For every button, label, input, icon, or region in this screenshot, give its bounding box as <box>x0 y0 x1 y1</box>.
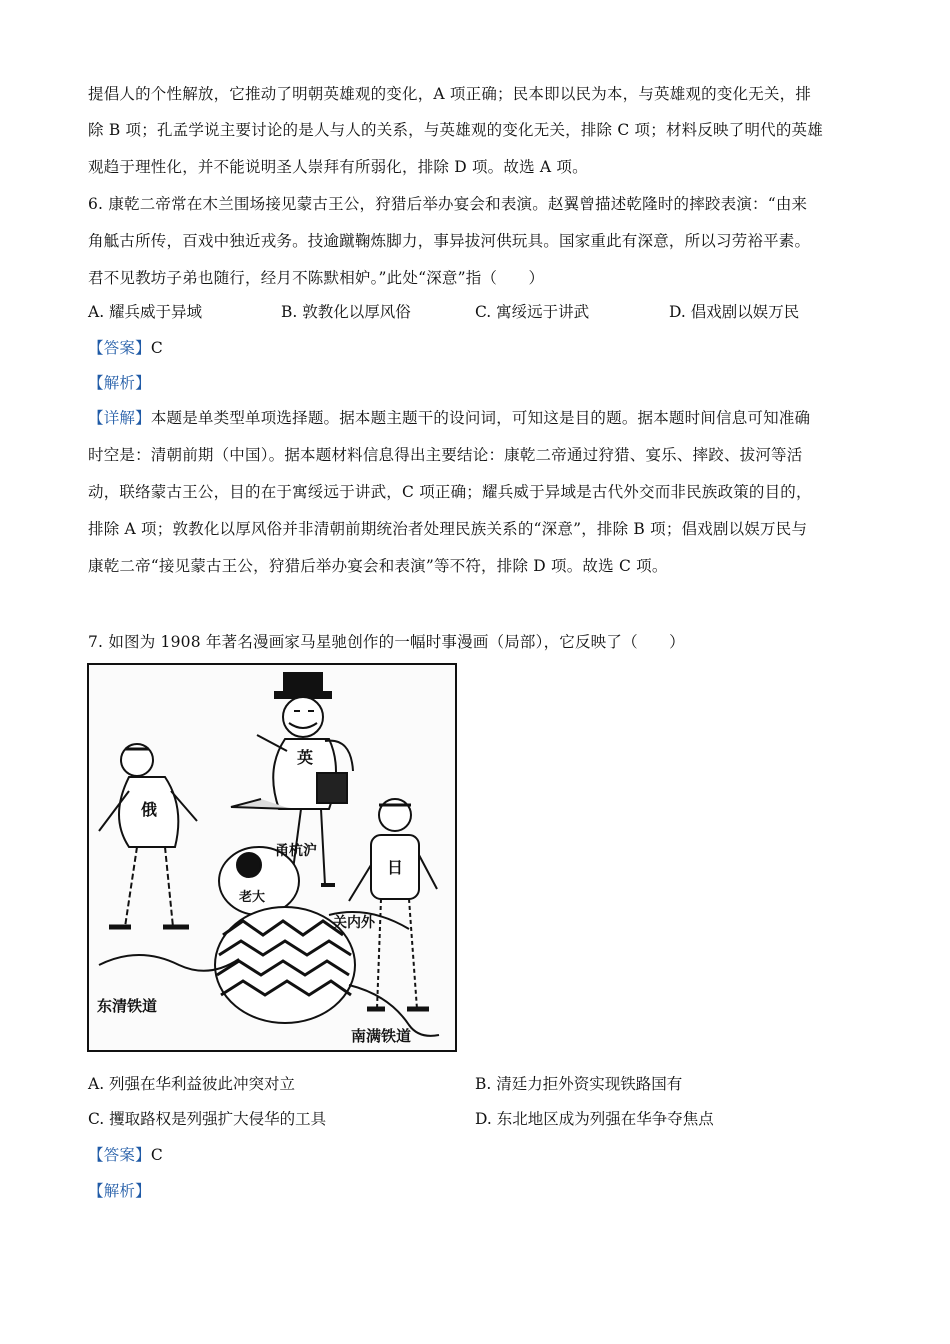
q6-stem-line-3: 君不见教坊子弟也随行，经月不陈默相妒。”此处“深意”指（ ） <box>88 269 545 287</box>
q7-option-a: A. 列强在华利益彼此冲突对立 <box>88 1075 296 1093</box>
figure-japan <box>349 799 437 1009</box>
label-yong-hang-hu: 甬杭沪 <box>275 843 317 859</box>
label-ri: 日 <box>387 858 404 877</box>
q7-analysis-tag: 【解析】 <box>88 1182 151 1200</box>
q7-option-d: D. 东北地区成为列强在华争夺焦点 <box>475 1110 714 1128</box>
q7-answer-tag: 【答案】 <box>88 1146 151 1164</box>
q6-stem-line-1: 6. 康乾二帝常在木兰围场接见蒙古王公，狩猎后举办宴会和表演。赵翼曾描述乾隆时的摔跤表演：“由来 <box>88 195 808 213</box>
label-e: 俄 <box>141 800 158 819</box>
q7-cartoon-image <box>87 663 457 1052</box>
q6-option-a: A. 耀兵威于异域 <box>88 303 203 321</box>
q6-detail-line-2: 时空是：清朝前期（中国）。据本题材料信息得出主要结论：康乾二帝通过狩猎、宴乐、摔跤、拔河等活 <box>88 446 803 464</box>
q6-option-c: C. 寓绥远于讲武 <box>475 303 590 321</box>
cartoon-illustration <box>89 665 455 1050</box>
q7-stem: 7. 如图为 1908 年著名漫画家马星驰创作的一幅时事漫画（局部），它反映了（ ） <box>88 633 685 651</box>
prev-analysis-line-3: 观趋于理性化，并不能说明圣人崇拜有所弱化，排除 D 项。故选 A 项。 <box>88 158 588 176</box>
label-nan-man: 南满铁道 <box>351 1027 412 1045</box>
q6-analysis-heading <box>88 371 151 393</box>
q6-analysis-tag: 【解析】 <box>88 374 151 392</box>
q6-option-b: B. 敦教化以厚风俗 <box>281 303 411 321</box>
q7-answer-value: C <box>150 1146 163 1164</box>
q6-detail-line-4: 排除 A 项；敦教化以厚风俗并非清朝前期统治者处理民族关系的“深意”，排除 B 项；倡戏剧以娱万民与 <box>88 520 808 538</box>
q6-answer <box>88 336 163 358</box>
label-guan-nei-wai: 关内外 <box>333 915 375 931</box>
q6-option-d: D. 倡戏剧以娱万民 <box>669 303 800 321</box>
prev-analysis-line-1: 提倡人的个性解放，它推动了明朝英雄观的变化，A 项正确；民本即以民为本，与英雄观的变化无关，排 <box>88 85 812 103</box>
label-dong-qing: 东清铁道 <box>97 997 158 1015</box>
label-lao-da: 老大 <box>239 890 266 905</box>
q6-detail-line-3: 动，联络蒙古王公，目的在于寓绥远于讲武，C 项正确；耀兵威于异域是古代外交而非民族政策的目的， <box>88 483 812 501</box>
q7-answer <box>88 1143 163 1165</box>
q7-option-b: B. 清廷力拒外资实现铁路国有 <box>475 1075 683 1093</box>
q6-answer-value: C <box>150 339 163 357</box>
label-ying: 英 <box>297 748 314 767</box>
q6-stem-line-2: 角觝古所传，百戏中独近戎务。技逾蹴鞠炼脚力，事异拔河供玩具。国家重此有深意，所以习劳裕平素。 <box>88 232 811 250</box>
q7-option-c: C. 攫取路权是列强扩大侵华的工具 <box>88 1110 327 1128</box>
figure-russia <box>99 744 197 927</box>
q7-analysis-heading <box>88 1179 151 1201</box>
q6-detail-line-1 <box>88 406 810 428</box>
q6-detail-text-1: 本题是单类型单项选择题。据本题主题干的设问词，可知这是目的题。据本题时间信息可知准确 <box>150 409 811 427</box>
prev-analysis-line-2: 除 B 项；孔孟学说主要讨论的是人与人的关系，与英雄观的变化无关，排除 C 项；材料反映了明代的英雄 <box>88 121 823 139</box>
q6-detail-line-5: 康乾二帝“接见蒙古王公，狩猎后举办宴会和表演”等不符，排除 D 项。故选 C 项。 <box>88 557 668 575</box>
q6-answer-tag: 【答案】 <box>88 339 151 357</box>
q6-detail-tag: 【详解】 <box>88 409 151 427</box>
